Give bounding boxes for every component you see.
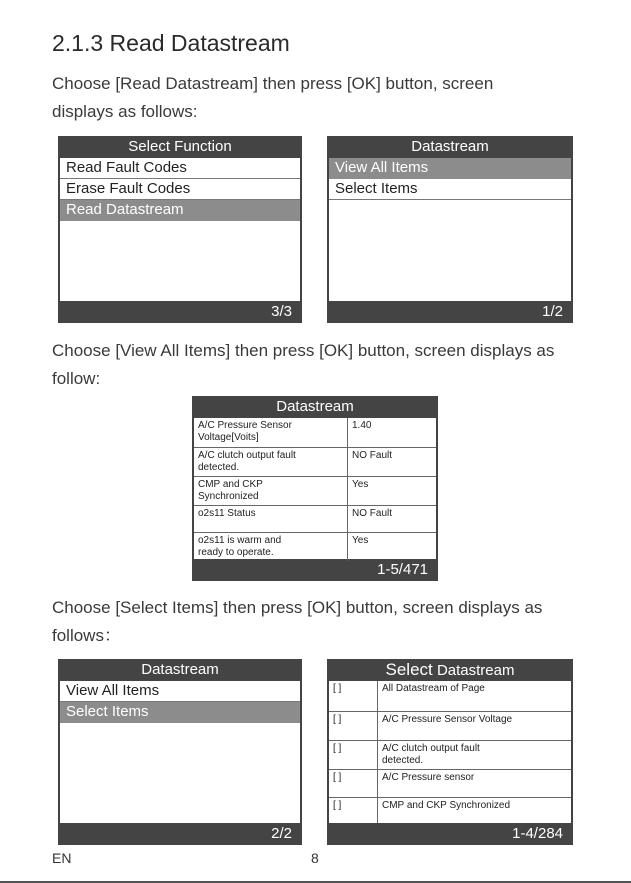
item-name: CMP and CKP Synchronized — [194, 476, 348, 505]
checkbox[interactable]: [ ] — [329, 740, 378, 769]
page-indicator: 1-4/284 — [512, 825, 563, 842]
table-row[interactable] — [194, 476, 436, 505]
paragraph-line: Choose [Select Items] then press [OK] button, screen displays as — [52, 598, 543, 617]
menu-item-erase-fault-codes[interactable]: Erase Fault Codes — [60, 179, 300, 200]
item-name: A/C Pressure Sensor Voltage[Voits] — [194, 418, 348, 447]
screen-title: Datastream — [276, 398, 354, 415]
select-datastream-screen — [327, 659, 573, 845]
list-item[interactable] — [329, 681, 571, 711]
menu-item-select-items[interactable]: Select Items — [60, 702, 300, 723]
item-name: o2s11 Status — [194, 505, 348, 532]
item-value: Yes — [348, 476, 437, 505]
table-row[interactable] — [194, 505, 436, 532]
item-value: NO Fault — [348, 505, 437, 532]
checkbox[interactable]: [ ] — [329, 681, 378, 711]
instruction-paragraph-2 — [52, 337, 554, 393]
item-value: 1.40 — [348, 418, 437, 447]
screen-title: Datastream — [141, 661, 219, 678]
page-indicator: 1/2 — [542, 303, 563, 320]
page-indicator: 3/3 — [271, 303, 292, 320]
paragraph-line: Choose [Read Datastream] then press [OK] button, screen — [52, 74, 494, 93]
table-row[interactable] — [194, 418, 436, 447]
screen-menu — [60, 158, 300, 301]
page-indicator: 2/2 — [271, 825, 292, 842]
screen-title: Select Function — [128, 138, 232, 155]
item-name: o2s11 is warm and ready to operate. — [198, 534, 282, 558]
item-label: A/C clutch output fault detected. — [378, 740, 572, 769]
datastream-menu-screen-2 — [58, 659, 302, 845]
menu-item-view-all-items[interactable]: View All Items — [60, 681, 300, 702]
item-value: NO Fault — [348, 447, 437, 476]
paragraph-line: follows： — [52, 626, 121, 645]
paragraph-line: displays as follows: — [52, 102, 198, 121]
screen-title: Datastream — [411, 138, 489, 155]
screen-title: Select Datastream — [385, 660, 515, 679]
checkbox[interactable]: [ ] — [333, 799, 342, 811]
table-row[interactable] — [194, 532, 436, 561]
select-function-screen — [58, 136, 302, 323]
instruction-paragraph-1 — [52, 70, 493, 126]
checkbox[interactable]: [ ] — [329, 711, 378, 740]
list-item[interactable] — [329, 740, 571, 769]
menu-item-read-fault-codes[interactable]: Read Fault Codes — [60, 158, 300, 179]
page-indicator: 1-5/471 — [377, 561, 428, 578]
datastream-values-screen — [192, 396, 438, 581]
list-item[interactable] — [329, 711, 571, 740]
item-label: A/C Pressure sensor — [378, 769, 572, 797]
menu-item-select-items[interactable]: Select Items — [329, 179, 571, 200]
select-list — [329, 681, 571, 823]
item-label: A/C Pressure Sensor Voltage — [378, 711, 572, 740]
screen-menu — [60, 681, 300, 823]
paragraph-line: Choose [View All Items] then press [OK] button, screen displays as — [52, 341, 555, 360]
item-name: A/C clutch output fault detected. — [194, 447, 348, 476]
item-value: Yes — [348, 532, 437, 561]
instruction-paragraph-3 — [52, 594, 542, 650]
list-item[interactable] — [329, 769, 571, 797]
page-number: 8 — [311, 850, 319, 866]
screen-menu — [329, 158, 571, 301]
checkbox[interactable]: [ ] — [329, 769, 378, 797]
menu-item-view-all-items[interactable]: View All Items — [329, 158, 571, 179]
datastream-table — [194, 418, 436, 559]
datastream-menu-screen — [327, 136, 573, 323]
list-item[interactable] — [329, 797, 571, 823]
menu-item-read-datastream[interactable]: Read Datastream — [60, 200, 300, 221]
paragraph-line: follow: — [52, 369, 101, 388]
item-label: All Datastream of Page — [378, 681, 572, 711]
section-heading: 2.1.3 Read Datastream — [52, 30, 290, 56]
language-label: EN — [52, 850, 72, 866]
item-label: CMP and CKP Synchronized — [378, 797, 572, 823]
table-row[interactable] — [194, 447, 436, 476]
